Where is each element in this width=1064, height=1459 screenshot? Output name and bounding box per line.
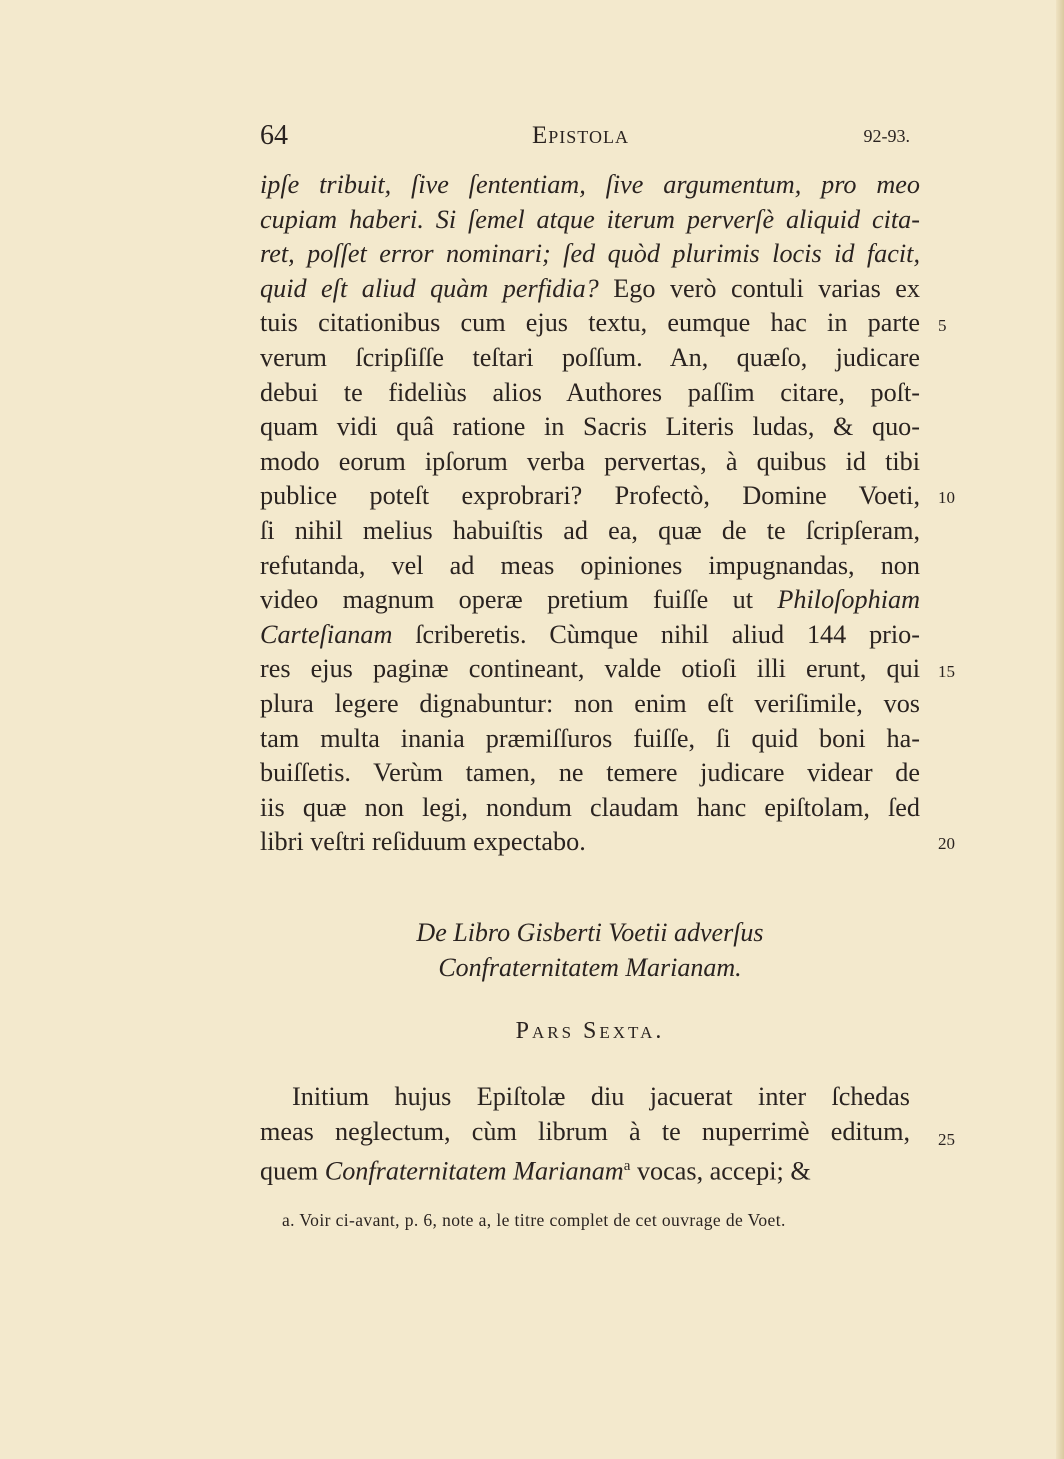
text-line (260, 1149, 910, 1184)
text-line (260, 618, 920, 653)
text-segment: libri veſtri reſiduum expectabo. (260, 827, 586, 857)
text-segment: modo eorum ipſorum verba pervertas, à quibus id tibi (260, 446, 920, 476)
italic-text: ipſe tribuit, ſive ſententiam, ſive argumentum, pro meo (260, 170, 920, 199)
text-line (260, 583, 920, 618)
section-title-line-2: Confraternitatem Marianam. (438, 953, 742, 982)
page-edge (1056, 0, 1064, 1459)
text-line (260, 791, 920, 826)
italic-text: ret, poſſet error nominari; ſed quòd plurimis locis id facit, (260, 239, 920, 269)
line-number-20: 20 (938, 834, 955, 853)
text-segment: meas neglectum, cùm librum à te nuperrimè editum, (260, 1116, 910, 1146)
text-segment: debui te fideliùs alios Authores paſſim citare, poſt- (260, 377, 920, 407)
text-line (260, 168, 920, 203)
italic-text: Confraternitatem Marianam (324, 1156, 624, 1186)
text-line (260, 722, 920, 757)
italic-text: cupiam haberi. Si ſemel atque iterum perverſè aliquid cita- (260, 204, 920, 234)
text-line (260, 1080, 910, 1115)
text-segment: quem (260, 1156, 325, 1186)
italic-text: Philoſophiam (777, 585, 920, 615)
line-number-5: 5 (938, 316, 947, 335)
text-segment: buiſſetis. Verùm tamen, ne temere judicare videar de (260, 758, 920, 788)
text-line (260, 479, 920, 514)
text-line (260, 410, 920, 445)
text-line (260, 376, 920, 411)
section-title-line-1: De Libro Gisberti Voetii adverſus (416, 918, 764, 947)
text-line (260, 549, 920, 584)
text-segment: ſi nihil melius habuiſtis ad ea, quæ de te ſcripſeram, (260, 515, 920, 545)
text-segment: verum ſcripſiſſe teſtari poſſum. An, quæſo, judicare (260, 342, 920, 372)
running-title: Epistola (532, 122, 629, 149)
footnote: a. Voir ci-avant, p. 6, note a, le titre complet de cet ouvrage de Voet. (282, 1210, 786, 1230)
text-segment: iis quæ non legi, nondum claudam hanc epiſtolam, ſed (260, 792, 920, 822)
italic-text: Carteſianam (260, 619, 393, 649)
text-line (260, 652, 920, 687)
text-segment: video magnum operæ pretium fuiſſe ut (260, 585, 778, 615)
text-line (260, 514, 920, 549)
text-segment: Ego verò contuli varias ex (598, 273, 920, 303)
text-line (260, 272, 920, 307)
text-line (260, 341, 920, 376)
text-line (260, 825, 920, 860)
main-text-block (260, 168, 920, 860)
text-line (260, 203, 920, 238)
text-segment: Initium hujus Epiſtolæ diu jacuerat inter ſchedas (292, 1082, 910, 1111)
page-number: 64 (260, 120, 288, 151)
text-segment: vocas, accepi; & (630, 1156, 811, 1186)
text-segment: plura legere dignabuntur: non enim eſt veriſimile, vos (260, 688, 920, 718)
text-segment: a (623, 1158, 631, 1175)
text-segment: quam vidi quâ ratione in Sacris Literis ludas, & quo- (260, 412, 920, 442)
text-line (260, 237, 920, 272)
text-segment: tuis citationibus cum ejus textu, eumque hac in parte (260, 308, 920, 338)
text-segment: refutanda, vel ad meas opiniones impugnandas, non (260, 550, 920, 580)
second-text-block (260, 1080, 910, 1184)
line-number-25: 25 (938, 1130, 955, 1149)
line-number-10: 10 (938, 488, 955, 507)
text-line (260, 306, 920, 341)
text-segment: publice poteſt exprobrari? Profectò, Domine Voeti, (260, 481, 920, 511)
part-heading: Pars Sexta. (515, 1018, 665, 1044)
line-number-15: 15 (938, 662, 955, 681)
text-segment: ſcriberetis. Cùmque nihil aliud 144 prio- (392, 619, 920, 649)
letter-numbers: 92-93. (863, 126, 910, 146)
italic-text: quid eſt aliud quàm perfidia? (260, 273, 599, 303)
text-segment: res ejus paginæ contineant, valde otioſi illi erunt, qui (260, 654, 920, 684)
text-line (260, 445, 920, 480)
text-line (260, 756, 920, 791)
text-line (260, 1115, 910, 1150)
running-header (260, 120, 910, 160)
text-line (260, 687, 920, 722)
text-segment: tam multa inania præmiſſuros fuiſſe, ſi quid boni ha- (260, 723, 920, 753)
